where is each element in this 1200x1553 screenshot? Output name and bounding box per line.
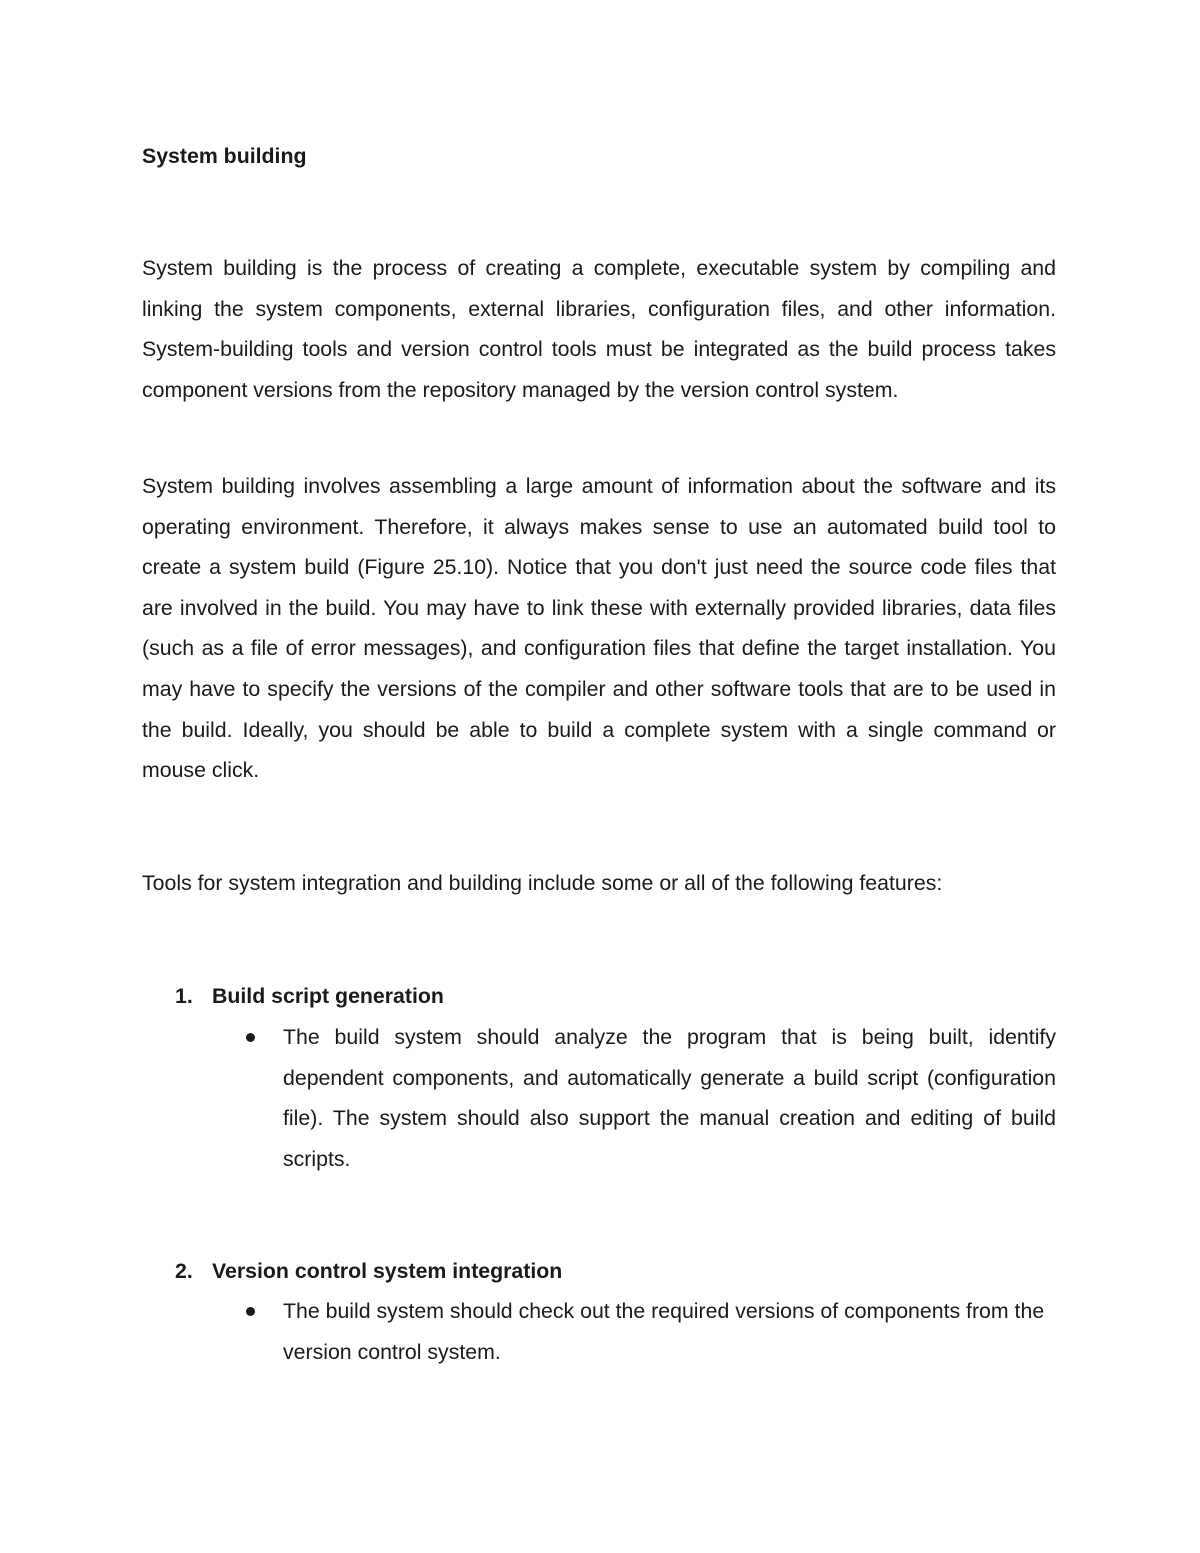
paragraph-intro: System building is the process of creating a complete, executable system by compiling and linking the system components, external libraries, configuration files, and other information. System-building tools and version control tools must be integrated as the build process takes component versions from the repository managed by the version control system. [142,256,1056,402]
feature-title: Build script generation [212,984,444,1008]
feature-number: 1. [175,984,193,1008]
paragraph-details: System building involves assembling a large amount of information about the software and its operating environment. Therefore, it always makes sense to use an automated build tool to create a system build (Figure 25.10). Notice that you don't just need the source code files that are involved in the build. You may have to link these with externally provided libraries, data files (such as a file of error messages), and configuration files that define the target installation. You may have to specify the versions of the compiler and other software tools that are to be used in the build. Ideally, you should be able to build a complete system with a single command or mouse click. [142,474,1056,783]
feature-item-build-script [175,981,444,1011]
bullet-dot-icon [246,1033,255,1042]
feature-bullet-text: The build system should analyze the program that is being built, identify dependent components, and automatically generate a build script (configuration file). The system should also support the manual creation and editing of build scripts. [283,1025,1056,1171]
document-page [142,0,1056,1553]
feature-number: 2. [175,1259,193,1283]
feature-bullet-text: The build system should check out the required versions of components from the version control system. [283,1299,1045,1364]
paragraph-features-lead: Tools for system integration and building include some or all of the following features: [142,871,943,895]
feature-title: Version control system integration [212,1259,563,1283]
bullet-dot-icon [246,1307,255,1316]
feature-item-version-control [175,1256,562,1286]
page-title: System building [142,144,307,168]
